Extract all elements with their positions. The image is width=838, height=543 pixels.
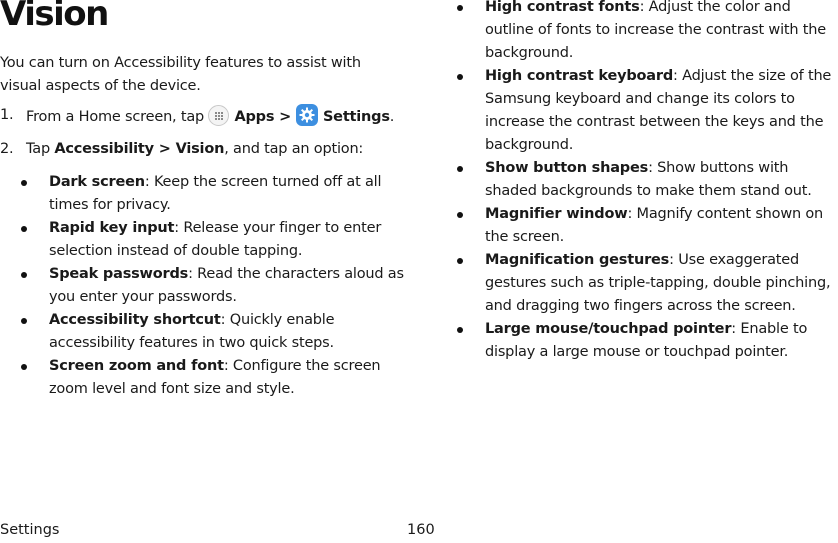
gear-icon	[296, 104, 318, 126]
separator: >	[153, 141, 176, 157]
option-desc: : Enable to display a large mouse or touchpad pointer.	[485, 321, 808, 360]
step-text-post: , and tap an option:	[224, 141, 364, 157]
list-item	[36, 263, 406, 309]
option-term: Speak passwords	[49, 266, 189, 282]
settings-label: Settings	[322, 109, 390, 125]
list-item	[472, 157, 838, 203]
bullet-icon	[21, 364, 27, 370]
page-title: Vision	[0, 0, 108, 34]
bullet-icon	[21, 318, 27, 324]
apps-grid-icon	[208, 105, 229, 126]
option-term: Magnification gestures	[485, 252, 670, 268]
option-desc: : Release your finger to enter selection instead of double tapping.	[49, 220, 382, 259]
step-text-pre: Tap	[26, 141, 55, 157]
vision-options-list	[36, 171, 406, 401]
bullet-icon	[457, 166, 463, 172]
step-text	[26, 138, 363, 161]
step-number: 2.	[0, 141, 14, 157]
option-desc: : Use exaggerated gestures such as triple-tapping, double pinching, and dragging two fingers across the screen.	[485, 252, 831, 314]
bullet-icon	[457, 327, 463, 333]
bullet-icon	[21, 272, 27, 278]
option-term: Accessibility shortcut	[49, 312, 221, 328]
list-item	[472, 318, 838, 364]
apps-label: Apps	[234, 109, 275, 125]
list-item	[472, 203, 838, 249]
option-desc: : Show buttons with shaded backgrounds to make them stand out.	[485, 160, 812, 199]
list-item	[36, 309, 406, 355]
footer-section-name: Settings	[0, 522, 60, 538]
list-item	[472, 65, 838, 157]
list-item	[36, 171, 406, 217]
step-number: 1.	[0, 107, 14, 123]
option-term: Screen zoom and font	[49, 358, 224, 374]
step-text	[26, 104, 394, 129]
page-number: 160	[407, 522, 435, 538]
option-term: Magnifier window	[485, 206, 628, 222]
bullet-icon	[457, 5, 463, 11]
list-item	[472, 249, 838, 318]
bullet-icon	[457, 212, 463, 218]
option-term: High contrast keyboard	[485, 68, 674, 84]
vision-label: Vision	[175, 141, 225, 157]
accessibility-label: Accessibility	[54, 141, 154, 157]
intro-paragraph: You can turn on Accessibility features to assist with visual aspects of the device.	[0, 55, 361, 94]
step-text-post: .	[389, 109, 395, 125]
option-desc: : Adjust the size of the Samsung keyboard and change its colors to increase the contrast between the keys and the background.	[485, 68, 832, 153]
option-term: Dark screen	[49, 174, 145, 190]
option-term: Rapid key input	[49, 220, 175, 236]
option-term: High contrast fonts	[485, 0, 640, 15]
bullet-icon	[457, 74, 463, 80]
option-term: Large mouse/touchpad pointer	[485, 321, 732, 337]
option-term: Show button shapes	[485, 160, 649, 176]
bullet-icon	[21, 180, 27, 186]
option-desc: : Read the characters aloud as you enter your passwords.	[49, 266, 404, 305]
separator: >	[274, 109, 296, 125]
option-desc: : Configure the screen zoom level and font size and style.	[49, 358, 381, 397]
option-desc: : Magnify content shown on the screen.	[485, 206, 824, 245]
list-item	[36, 217, 406, 263]
step-text-pre: From a Home screen, tap	[26, 109, 209, 125]
bullet-icon	[21, 226, 27, 232]
option-desc: : Keep the screen turned off at all times for privacy.	[49, 174, 382, 213]
list-item	[472, 0, 838, 65]
option-desc: : Quickly enable accessibility features in two quick steps.	[49, 312, 335, 351]
list-item	[36, 355, 406, 401]
bullet-icon	[457, 258, 463, 264]
vision-options-list-continued	[472, 0, 838, 364]
option-desc: : Adjust the color and outline of fonts to increase the contrast with the background.	[485, 0, 827, 61]
